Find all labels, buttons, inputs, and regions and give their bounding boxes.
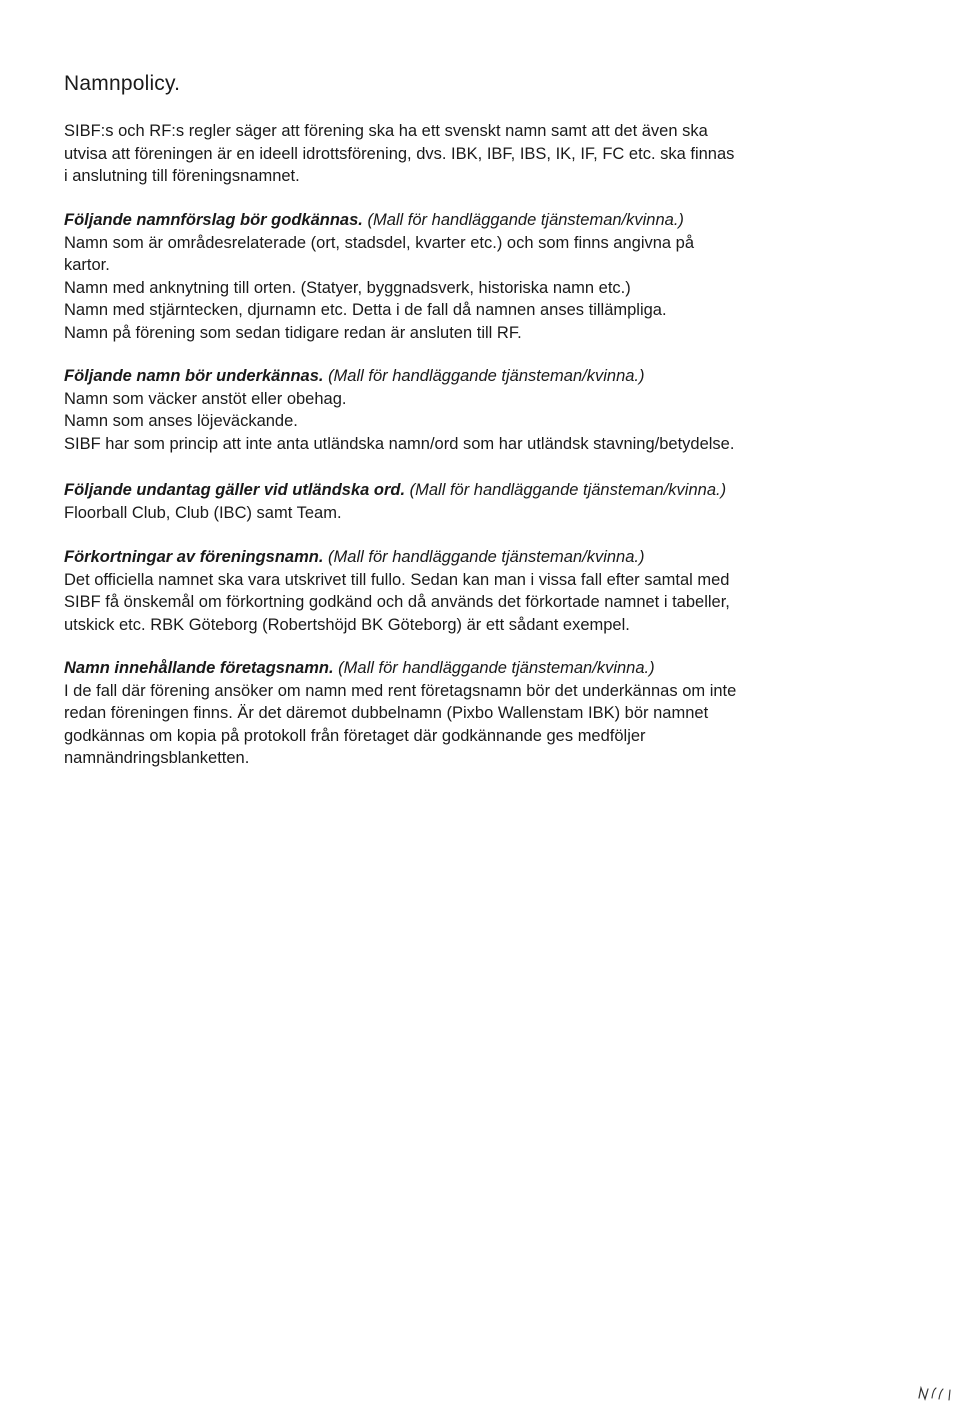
section-line: Namn på förening som sedan tidigare redan är ansluten till RF. <box>64 323 522 342</box>
section-approve-names <box>64 209 924 344</box>
section-line: redan föreningen finns. Är det däremot dubbelnamn (Pixbo Wallenstam IBK) bör namnet <box>64 704 709 722</box>
section-heading <box>64 479 924 502</box>
section-heading-note: (Mall för handläggande tjänsteman/kvinna.) <box>328 367 645 385</box>
section-line: SIBF har som princip att inte anta utländska namn/ord som har utländsk stavning/betydelse. <box>64 434 735 453</box>
section-line: Namn som är områdesrelaterade (ort, stadsdel, kvarter etc.) och som finns angivna på <box>64 233 695 252</box>
section-heading-note: (Mall för handläggande tjänsteman/kvinna.) <box>328 548 645 566</box>
section-abbreviations <box>64 546 924 636</box>
section-line: Namn med stjärntecken, djurnamn etc. Detta i de fall då namnen anses tillämpliga. <box>64 301 667 319</box>
section-line: kartor. <box>64 256 110 274</box>
section-line: SIBF få önskemål om förkortning godkänd och då används det förkortade namnet i tabeller, <box>64 593 730 611</box>
section-line: Namn som anses löjeväckande. <box>64 412 298 430</box>
section-line: utskick etc. RBK Göteborg (Robertshöjd BK Göteborg) är ett sådant exempel. <box>64 615 630 634</box>
intro-line: SIBF:s och RF:s regler säger att förening ska ha ett svenskt namn samt att det även ska <box>64 122 708 140</box>
section-heading-note: (Mall för handläggande tjänsteman/kvinna.) <box>409 481 727 499</box>
section-heading-title: Följande namn bör underkännas. <box>64 367 324 385</box>
section-line: Floorball Club, Club (IBC) samt Team. <box>64 503 342 522</box>
section-heading <box>64 209 924 232</box>
section-line: I de fall där förening ansöker om namn med rent företagsnamn bör det underkännas om inte <box>64 681 737 700</box>
section-heading-title: Följande undantag gäller vid utländska ord. <box>64 481 406 499</box>
intro-line: i anslutning till föreningsnamnet. <box>64 167 300 185</box>
section-line: godkännas om kopia på protokoll från företaget där godkännande ges medföljer <box>64 726 646 745</box>
section-line: Namn med anknytning till orten. (Statyer, byggnadsverk, historiska namn etc.) <box>64 278 631 297</box>
section-line: Det officiella namnet ska vara utskrivet till fullo. Sedan kan man i vissa fall efter samtal med <box>64 570 730 589</box>
section-heading-title: Namn innehållande företagsnamn. <box>64 659 334 677</box>
section-foreign-exceptions <box>64 479 924 524</box>
intro-paragraph <box>64 120 924 188</box>
section-heading-note: (Mall för handläggande tjänsteman/kvinna.) <box>367 211 684 229</box>
section-heading-note: (Mall för handläggande tjänsteman/kvinna.) <box>338 659 655 677</box>
section-heading <box>64 365 924 388</box>
intro-line: utvisa att föreningen är en ideell idrottsförening, dvs. IBK, IBF, IBS, IK, IF, FC etc. ska finnas <box>64 144 735 163</box>
section-heading-title: Förkortningar av föreningsnamn. <box>64 548 324 566</box>
handwritten-initials-drawing <box>916 1380 956 1402</box>
section-line: Namn som väcker anstöt eller obehag. <box>64 389 347 408</box>
section-company-names <box>64 657 924 770</box>
page-title: Namnpolicy. <box>64 72 181 95</box>
section-heading <box>64 546 924 569</box>
handwritten-initials <box>916 1380 956 1402</box>
section-reject-names <box>64 365 924 455</box>
section-heading-title: Följande namnförslag bör godkännas. <box>64 211 363 229</box>
section-heading <box>64 657 924 680</box>
section-line: namnändringsblanketten. <box>64 749 250 767</box>
